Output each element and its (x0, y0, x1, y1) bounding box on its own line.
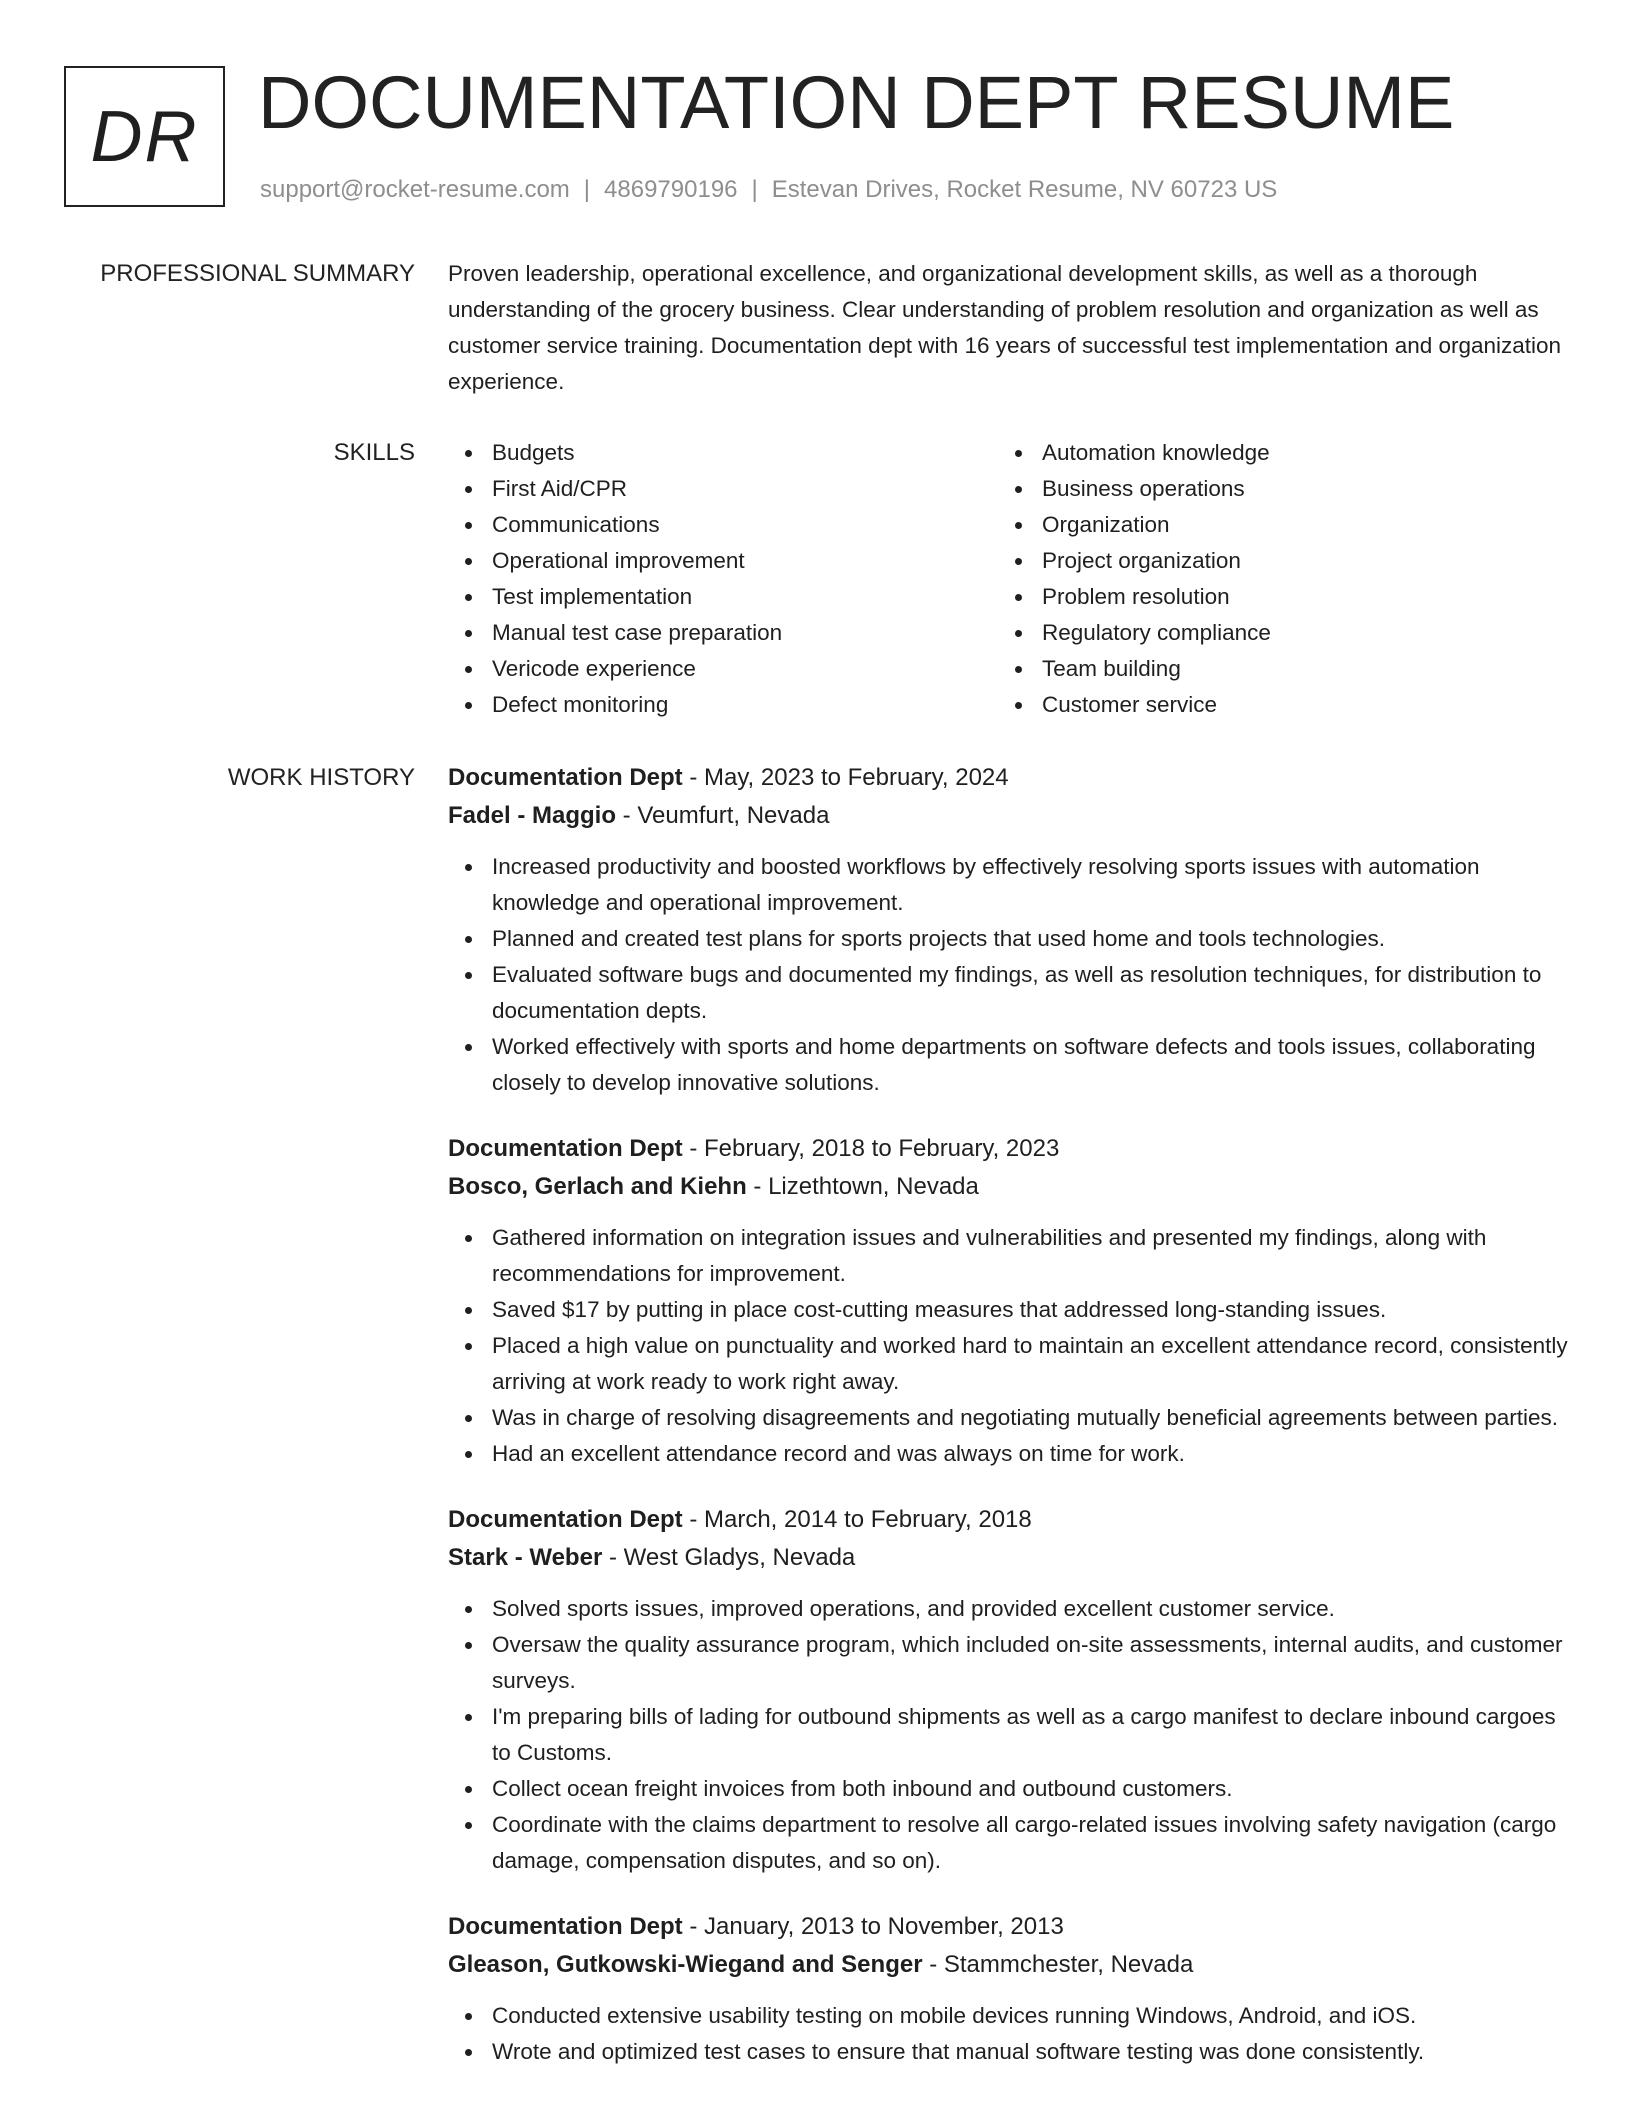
skill-item: Team building (998, 651, 1548, 687)
skill-item: Customer service (998, 687, 1548, 723)
contact-email: support@rocket-resume.com (260, 176, 570, 203)
skill-item: First Aid/CPR (448, 471, 998, 507)
job-bullet: Had an excellent attendance record and was always on time for work. (448, 1436, 1568, 1472)
job-entry (448, 1908, 1568, 2070)
job-bullets (448, 1591, 1568, 1879)
job-location: - Lizethtown, Nevada (746, 1173, 979, 1200)
job-bullets (448, 1998, 1568, 2070)
job-title-line (448, 759, 1568, 797)
job-company: Stark - Weber (448, 1544, 603, 1571)
job-bullet: Worked effectively with sports and home departments on software defects and tools issues, collaborating closely to develop innovative solutions. (448, 1029, 1568, 1101)
job-company: Gleason, Gutkowski-Wiegand and Senger (448, 1951, 923, 1978)
skill-item: Project organization (998, 543, 1548, 579)
job-bullet: Evaluated software bugs and documented my findings, as well as resolution techniques, for distribution to documentation depts. (448, 957, 1568, 1029)
job-company-line (448, 797, 1568, 835)
job-bullet: Collect ocean freight invoices from both inbound and outbound customers. (448, 1771, 1568, 1807)
job-bullets (448, 1220, 1568, 1472)
job-dates: - January, 2013 to November, 2013 (682, 1913, 1064, 1940)
skills-body (448, 435, 1568, 723)
job-company-line (448, 1946, 1568, 1984)
monogram-box (64, 66, 225, 207)
job-company-line (448, 1539, 1568, 1577)
job-role: Documentation Dept (448, 1913, 683, 1940)
job-entry (448, 1130, 1568, 1472)
job-role: Documentation Dept (448, 1506, 683, 1533)
job-dates: - May, 2023 to February, 2024 (682, 764, 1009, 791)
skill-item: Defect monitoring (448, 687, 998, 723)
job-bullet: Conducted extensive usability testing on mobile devices running Windows, Android, and iOS. (448, 1998, 1568, 2034)
contact-address: Estevan Drives, Rocket Resume, NV 60723 US (771, 176, 1278, 203)
job-location: - Stammchester, Nevada (922, 1951, 1194, 1978)
contact-separator: | (751, 176, 758, 203)
skill-item: Budgets (448, 435, 998, 471)
job-title-line (448, 1130, 1568, 1168)
skill-item: Manual test case preparation (448, 615, 998, 651)
job-bullet: Was in charge of resolving disagreements and negotiating mutually beneficial agreements between parties. (448, 1400, 1568, 1436)
resume-title: DOCUMENTATION DEPT RESUME (258, 61, 1455, 144)
job-entry (448, 759, 1568, 1101)
job-bullet: Increased productivity and boosted workflows by effectively resolving sports issues with automation knowledge and operational improvement. (448, 849, 1568, 921)
work-history-body (448, 759, 1568, 2099)
skill-item: Problem resolution (998, 579, 1548, 615)
job-role: Documentation Dept (448, 1135, 683, 1162)
contact-phone: 4869790196 (604, 176, 738, 203)
skill-item: Regulatory compliance (998, 615, 1548, 651)
job-title-line (448, 1908, 1568, 1946)
job-bullet: Wrote and optimized test cases to ensure that manual software testing was done consistently. (448, 2034, 1568, 2070)
work-history-heading: WORK HISTORY (227, 764, 415, 791)
job-company: Bosco, Gerlach and Kiehn (448, 1173, 747, 1200)
skill-item: Vericode experience (448, 651, 998, 687)
skill-item: Automation knowledge (998, 435, 1548, 471)
job-title-line (448, 1501, 1568, 1539)
job-dates: - February, 2018 to February, 2023 (682, 1135, 1060, 1162)
skill-item: Operational improvement (448, 543, 998, 579)
summary-text: Proven leadership, operational excellence, and organizational development skills, as well as a thorough understanding of the grocery business. Clear understanding of problem resolution and organization as well as customer service training. Documentation dept with 16 years of successful test implementation and organization experience. (448, 261, 1562, 394)
skills-left-list (448, 435, 998, 723)
skills-heading: SKILLS (333, 439, 415, 466)
job-bullet: Solved sports issues, improved operations, and provided excellent customer service. (448, 1591, 1568, 1627)
job-location: - Veumfurt, Nevada (616, 802, 830, 829)
contact-separator: | (583, 176, 591, 203)
contact-line (260, 174, 1277, 206)
job-bullet: I'm preparing bills of lading for outbound shipments as well as a cargo manifest to declare inbound cargoes to Customs. (448, 1699, 1568, 1771)
job-entry (448, 1501, 1568, 1879)
job-bullet: Placed a high value on punctuality and worked hard to maintain an excellent attendance record, consistently arriving at work ready to work right away. (448, 1328, 1568, 1400)
job-bullet: Saved $17 by putting in place cost-cutting measures that addressed long-standing issues. (448, 1292, 1568, 1328)
skills-right-list (998, 435, 1548, 723)
job-dates: - March, 2014 to February, 2018 (682, 1506, 1032, 1533)
job-role: Documentation Dept (448, 764, 683, 791)
summary-body (448, 256, 1568, 400)
job-bullet: Coordinate with the claims department to resolve all cargo-related issues involving safety navigation (cargo damage, compensation disputes, and so on). (448, 1807, 1568, 1879)
skill-item: Test implementation (448, 579, 998, 615)
job-bullet: Gathered information on integration issues and vulnerabilities and presented my findings, along with recommendations for improvement. (448, 1220, 1568, 1292)
summary-heading: PROFESSIONAL SUMMARY (100, 260, 415, 287)
skill-item: Organization (998, 507, 1548, 543)
job-bullet: Oversaw the quality assurance program, which included on-site assessments, internal audits, and customer surveys. (448, 1627, 1568, 1699)
monogram-initials: DR (90, 96, 199, 177)
skill-item: Communications (448, 507, 998, 543)
skill-item: Business operations (998, 471, 1548, 507)
job-company: Fadel - Maggio (448, 802, 616, 829)
job-company-line (448, 1168, 1568, 1206)
job-bullet: Planned and created test plans for sports projects that used home and tools technologies. (448, 921, 1568, 957)
job-bullets (448, 849, 1568, 1101)
job-location: - West Gladys, Nevada (602, 1544, 856, 1571)
